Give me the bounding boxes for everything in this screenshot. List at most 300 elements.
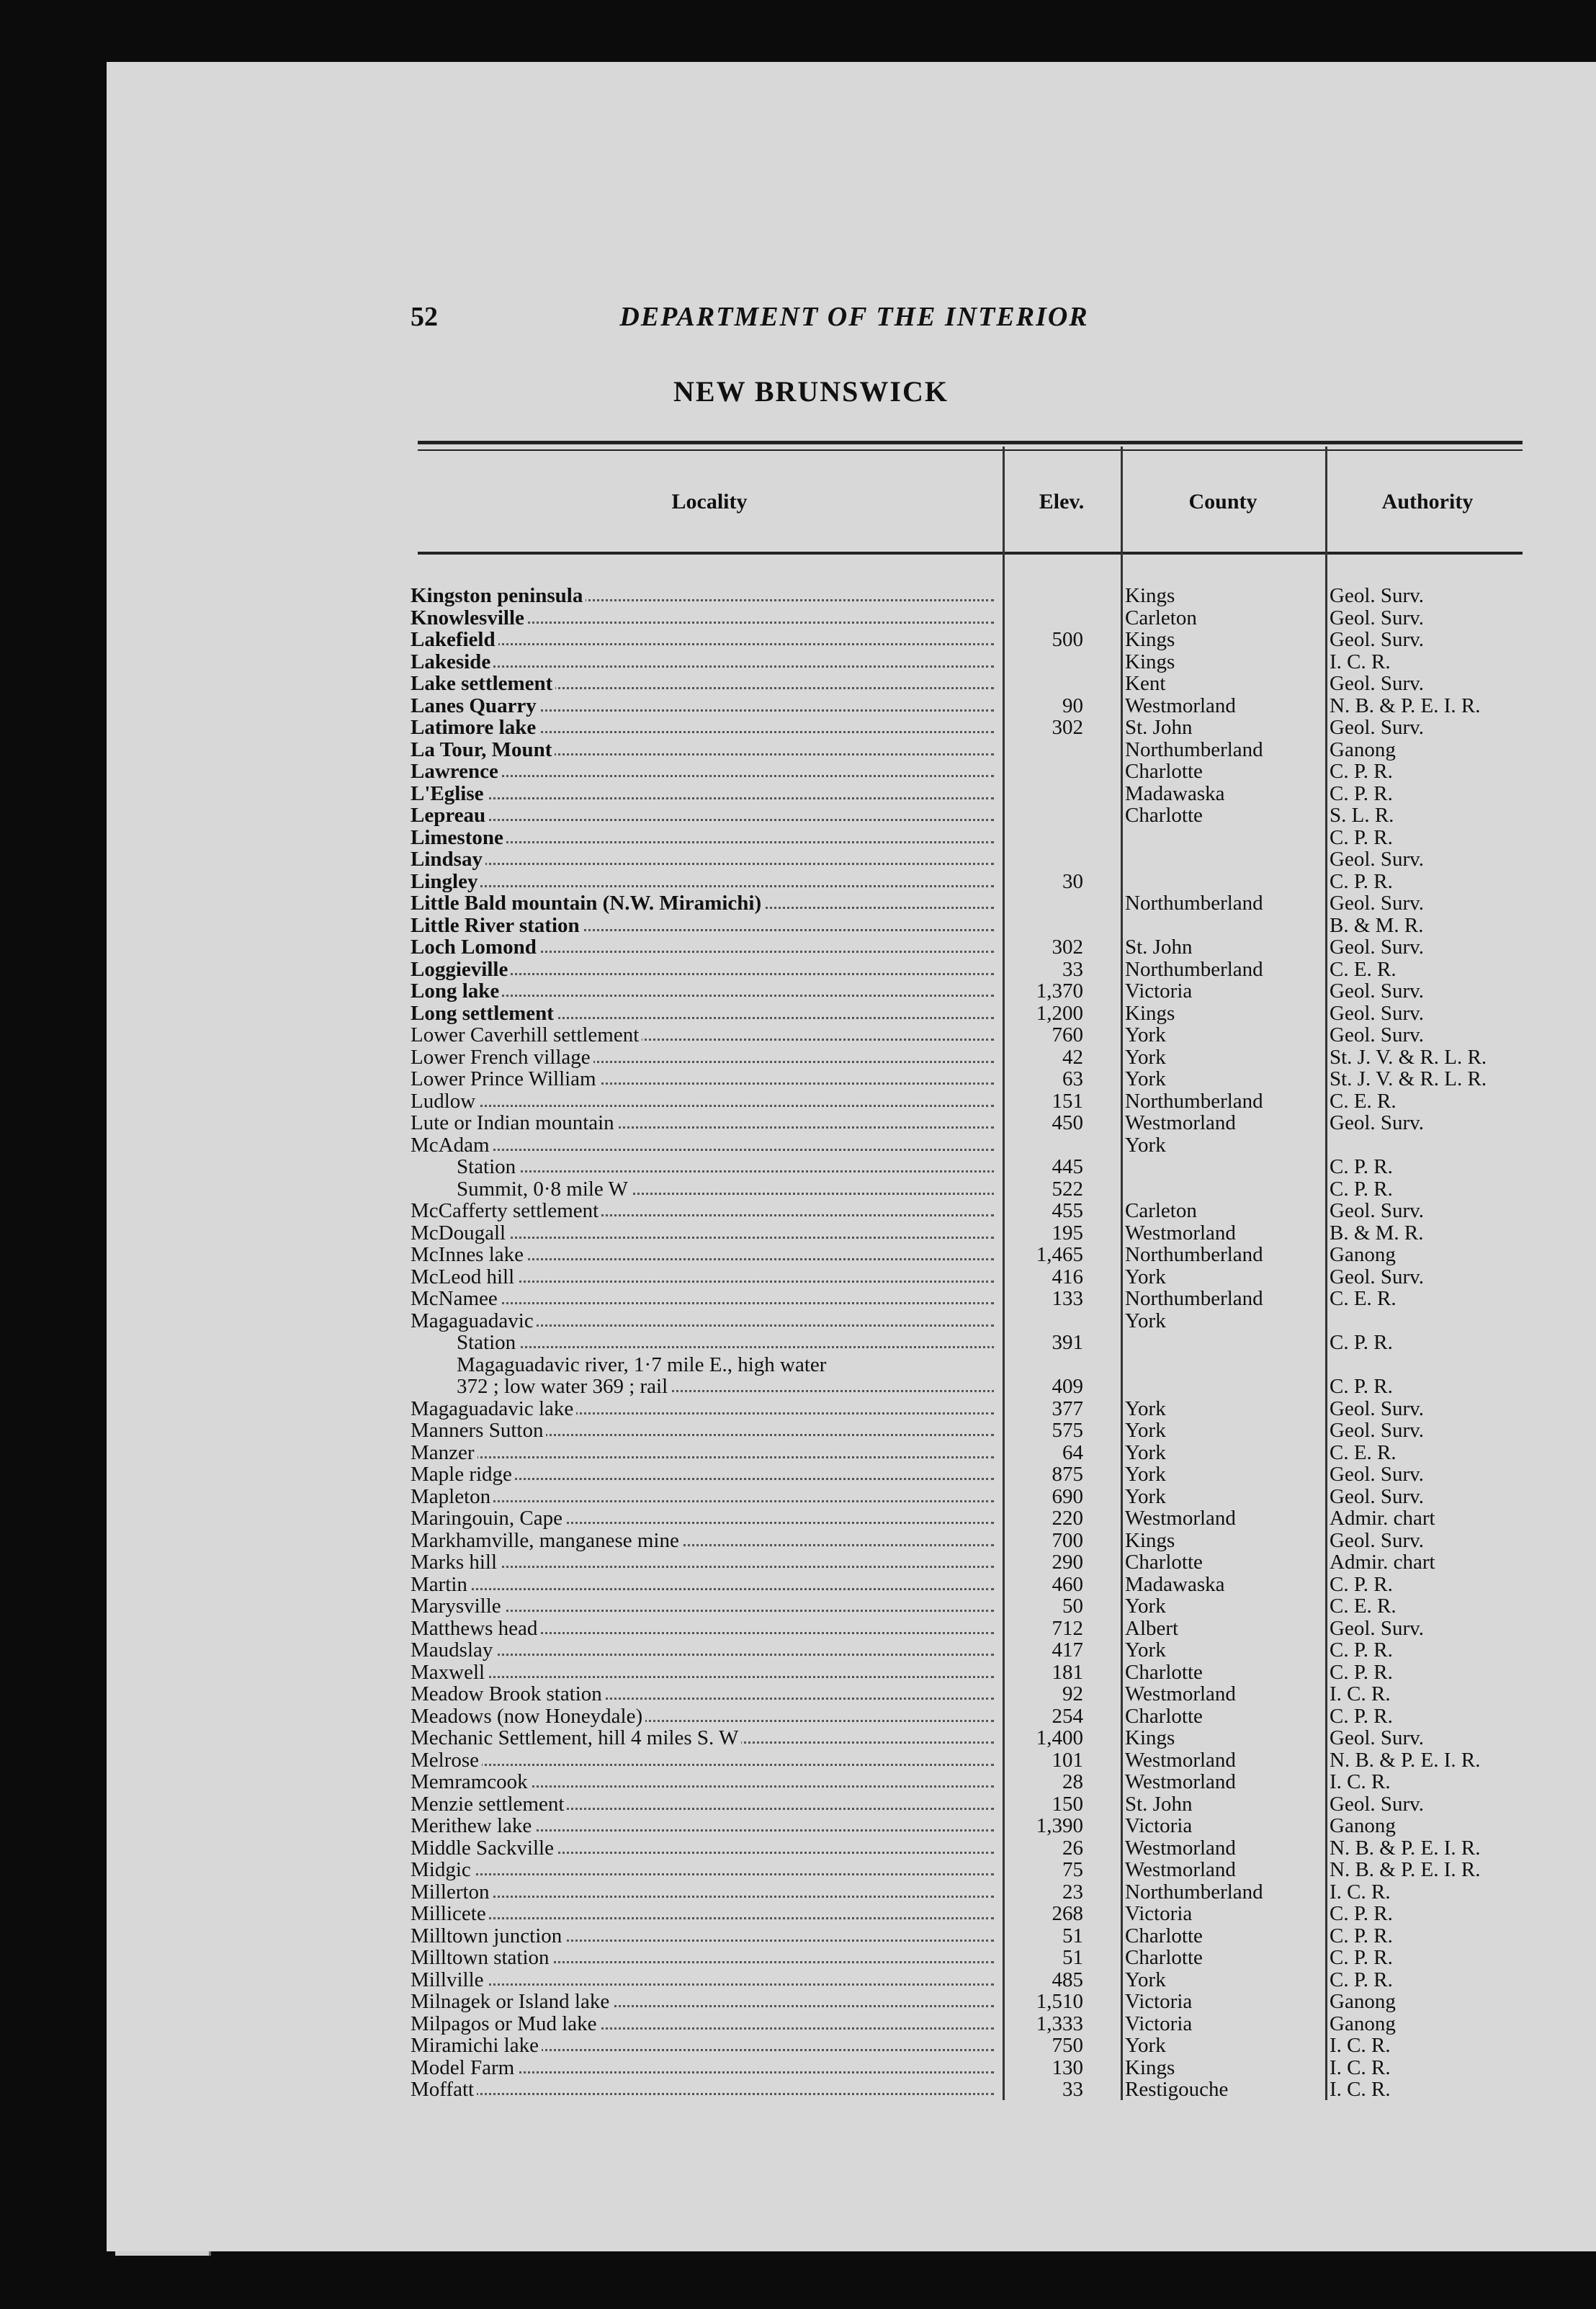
column-header-county: County: [1188, 490, 1257, 514]
authority-cell: Geol. Surv.: [1330, 1265, 1425, 1288]
locality-cell: [411, 783, 994, 804]
table-row: [411, 1881, 1534, 1903]
locality-text: Lakefield: [411, 629, 498, 650]
table-row: [411, 1662, 1534, 1683]
county-cell: York: [1125, 1045, 1166, 1069]
leader-dots: [411, 1456, 994, 1458]
locality-cell: [411, 871, 994, 892]
leader-dots: [411, 1500, 994, 1502]
authority-cell: Geol. Surv.: [1330, 1616, 1425, 1640]
leader-dots: [411, 819, 994, 821]
locality-cell: [411, 1507, 994, 1529]
authority-cell: Geol. Surv.: [1330, 1419, 1425, 1442]
authority-cell: Ganong: [1330, 1814, 1396, 1837]
locality-text: Summit, 0·8 mile W: [457, 1178, 631, 1200]
elevation-cell: 690: [1052, 1484, 1083, 1508]
county-cell: Westmorland: [1125, 1682, 1236, 1705]
locality-text: Midgic: [411, 1859, 474, 1880]
locality-cell: [411, 607, 994, 629]
locality-text: Milltown junction: [411, 1925, 565, 1947]
table-row: [411, 1090, 1534, 1112]
locality-cell: [411, 1947, 994, 1968]
table-row: [411, 1222, 1534, 1244]
table-row: [411, 1859, 1534, 1880]
locality-cell: [411, 1244, 994, 1265]
county-cell: Charlotte: [1125, 1924, 1203, 1947]
elevation-cell: 712: [1052, 1616, 1083, 1640]
table-row: [411, 1134, 1534, 1156]
authority-cell: Geol. Surv.: [1330, 628, 1425, 651]
authority-cell: Geol. Surv.: [1330, 979, 1425, 1003]
county-cell: Charlotte: [1125, 1704, 1203, 1728]
column-header-locality: Locality: [671, 490, 748, 514]
locality-cell: [457, 1332, 994, 1353]
authority-cell: St. J. V. & R. L. R.: [1330, 1067, 1487, 1090]
elevation-cell: 460: [1052, 1572, 1083, 1596]
locality-text: Maple ridge: [411, 1463, 515, 1485]
locality-cell: [411, 1463, 994, 1485]
locality-cell: [411, 1749, 994, 1771]
elevation-cell: 92: [1062, 1682, 1083, 1705]
locality-cell: [411, 629, 994, 650]
county-cell: Victoria: [1125, 1814, 1193, 1837]
locality-cell: [411, 1837, 994, 1859]
locality-text: Latimore lake: [411, 717, 539, 738]
locality-text: Lindsay: [411, 848, 485, 870]
locality-text: Middle Sackville: [411, 1837, 557, 1859]
authority-cell: C. P. R.: [1330, 1155, 1393, 1178]
elevation-cell: 42: [1062, 1045, 1083, 1069]
elevation-cell: 409: [1052, 1375, 1083, 1398]
authority-cell: C. P. R.: [1330, 1704, 1393, 1728]
table-row: [411, 1376, 1534, 1397]
table-row: [411, 761, 1534, 782]
county-cell: Westmorland: [1125, 1221, 1236, 1245]
locality-text: Meadow Brook station: [411, 1683, 605, 1705]
authority-cell: Geol. Surv.: [1330, 892, 1425, 915]
county-cell: Westmorland: [1125, 1836, 1236, 1860]
county-cell: Restigouche: [1125, 2078, 1229, 2101]
locality-text: Lepreau: [411, 804, 488, 826]
table-row: [411, 1068, 1534, 1090]
locality-cell: [411, 1662, 994, 1683]
locality-text: McCafferty settlement: [411, 1200, 601, 1221]
authority-cell: B. & M. R.: [1330, 913, 1424, 937]
county-cell: Carleton: [1125, 1199, 1197, 1222]
locality-text: Manners Sutton: [411, 1420, 546, 1441]
authority-cell: Geol. Surv.: [1330, 1463, 1425, 1486]
locality-cell: [457, 1354, 994, 1376]
locality-text: Menzie settlement: [411, 1793, 567, 1815]
elevation-cell: 33: [1062, 957, 1083, 981]
authority-cell: C. P. R.: [1330, 1968, 1393, 1991]
county-cell: Kings: [1125, 650, 1175, 673]
locality-text: Lower Prince William: [411, 1068, 599, 1090]
locality-text: McAdam: [411, 1134, 493, 1156]
leader-dots: [411, 1149, 994, 1151]
elevation-cell: 522: [1052, 1177, 1083, 1201]
locality-cell: [411, 2057, 994, 2079]
elevation-cell: 90: [1062, 694, 1083, 717]
elevation-cell: 1,390: [1036, 1814, 1083, 1837]
elevation-cell: 485: [1052, 1968, 1083, 1991]
elevation-cell: 133: [1052, 1287, 1083, 1310]
leader-dots: [411, 1917, 994, 1919]
elevation-cell: 500: [1052, 628, 1083, 651]
locality-cell: [411, 827, 994, 848]
table-row: [411, 1046, 1534, 1068]
authority-cell: S. L. R.: [1330, 804, 1394, 827]
table-row: [411, 607, 1534, 629]
locality-text: Merithew lake: [411, 1815, 534, 1837]
county-cell: Westmorland: [1125, 1507, 1236, 1530]
county-cell: St. John: [1125, 716, 1193, 739]
elevation-cell: 75: [1062, 1858, 1083, 1881]
table-row: [411, 1771, 1534, 1793]
leader-dots: [411, 797, 994, 799]
elevation-cell: 455: [1052, 1199, 1083, 1222]
leader-dots: [411, 1896, 994, 1898]
table-row: [411, 1442, 1534, 1463]
county-cell: St. John: [1125, 1792, 1193, 1816]
county-cell: York: [1125, 1133, 1166, 1157]
county-cell: York: [1125, 1265, 1166, 1288]
table-row: [411, 1969, 1534, 1991]
locality-text: Kingston peninsula: [411, 585, 586, 606]
page-number: 52: [411, 302, 438, 332]
locality-cell: [411, 1530, 994, 1551]
locality-text: Milnagek or Island lake: [411, 1991, 612, 2012]
authority-cell: C. E. R.: [1330, 1440, 1396, 1464]
elevation-cell: 30: [1062, 869, 1083, 893]
county-cell: York: [1125, 1396, 1166, 1420]
locality-cell: [411, 1310, 994, 1332]
authority-cell: Geol. Surv.: [1330, 848, 1425, 871]
locality-text: Long lake: [411, 980, 502, 1002]
locality-text: Station: [457, 1332, 519, 1353]
locality-text: Miramichi lake: [411, 2035, 542, 2056]
county-cell: Westmorland: [1125, 1770, 1236, 1793]
table-row: [411, 1793, 1534, 1815]
table-row: [411, 1200, 1534, 1221]
table-row: [411, 1574, 1534, 1595]
elevation-cell: 302: [1052, 716, 1083, 739]
authority-cell: Ganong: [1330, 1243, 1396, 1266]
table-row: [411, 848, 1534, 870]
authority-cell: C. E. R.: [1330, 957, 1396, 981]
elevation-cell: 33: [1062, 2078, 1083, 2101]
locality-text: Lute or Indian mountain: [411, 1112, 617, 1134]
leader-dots: [411, 1983, 994, 1986]
locality-cell: [411, 2035, 994, 2056]
locality-text: Manzer: [411, 1442, 478, 1463]
county-cell: Charlotte: [1125, 1660, 1203, 1684]
locality-text: 372 ; low water 369 ; rail: [457, 1376, 671, 1397]
table-row: [411, 1288, 1534, 1309]
authority-cell: Geol. Surv.: [1330, 1792, 1425, 1816]
elevation-cell: 1,333: [1036, 2012, 1083, 2035]
authority-cell: Geol. Surv.: [1330, 1023, 1425, 1046]
table-row: [411, 871, 1534, 892]
table-row: [411, 739, 1534, 761]
authority-cell: C. P. R.: [1330, 760, 1393, 783]
locality-text: Martin: [411, 1574, 470, 1595]
locality-cell: [411, 1068, 994, 1090]
county-cell: York: [1125, 1968, 1166, 1991]
locality-cell: [411, 1574, 994, 1595]
locality-cell: [411, 980, 994, 1002]
locality-cell: [411, 1969, 994, 1991]
locality-text: Lakeside: [411, 651, 493, 673]
county-cell: Kings: [1125, 584, 1175, 607]
locality-text: Matthews head: [411, 1618, 540, 1639]
county-cell: Charlotte: [1125, 1946, 1203, 1969]
table-row: [411, 783, 1534, 804]
elevation-cell: 1,465: [1036, 1243, 1083, 1266]
locality-cell: [411, 1486, 994, 1507]
county-cell: Madawaska: [1125, 781, 1225, 805]
locality-cell: [411, 959, 994, 980]
locality-text: Maxwell: [411, 1662, 488, 1683]
table-row: [411, 804, 1534, 826]
elevation-cell: 51: [1062, 1946, 1083, 1969]
locality-text: Memramcook: [411, 1771, 531, 1793]
elevation-cell: 181: [1052, 1660, 1083, 1684]
locality-text: Moffatt: [411, 2079, 477, 2100]
locality-cell: [411, 1200, 994, 1221]
locality-text: Lawrence: [411, 761, 501, 782]
table-row: [411, 892, 1534, 914]
locality-cell: [457, 1376, 994, 1397]
authority-cell: C. P. R.: [1330, 1924, 1393, 1947]
locality-cell: [411, 761, 994, 782]
table-row: [411, 585, 1534, 606]
county-cell: Kings: [1125, 1726, 1175, 1749]
locality-text: Knowlesville: [411, 607, 527, 629]
header-rule: [418, 552, 1523, 555]
elevation-cell: 391: [1052, 1331, 1083, 1354]
locality-cell: [411, 2013, 994, 2035]
table-row: [411, 1903, 1534, 1924]
county-cell: Westmorland: [1125, 694, 1236, 717]
authority-cell: C. P. R.: [1330, 1638, 1393, 1662]
locality-cell: [411, 1442, 994, 1463]
elevation-cell: 290: [1052, 1551, 1083, 1574]
locality-cell: [411, 717, 994, 738]
table-row: [411, 1003, 1534, 1024]
authority-cell: I. C. R.: [1330, 1880, 1391, 1904]
locality-text: McInnes lake: [411, 1244, 526, 1265]
locality-cell: [411, 1859, 994, 1880]
locality-text: McDougall: [411, 1222, 508, 1244]
authority-cell: Ganong: [1330, 1990, 1396, 2013]
leader-dots: [411, 2093, 994, 2095]
locality-cell: [411, 1551, 994, 1573]
authority-cell: I. C. R.: [1330, 1770, 1391, 1793]
department-title: DEPARTMENT OF THE INTERIOR: [619, 302, 1089, 332]
locality-cell: [411, 1595, 994, 1617]
locality-text: Millerton: [411, 1881, 493, 1903]
county-cell: Westmorland: [1125, 1748, 1236, 1772]
authority-cell: C. E. R.: [1330, 1089, 1396, 1113]
authority-cell: Geol. Surv.: [1330, 716, 1425, 739]
county-cell: Madawaska: [1125, 1572, 1225, 1596]
locality-cell: [411, 1046, 994, 1068]
elevation-cell: 23: [1062, 1880, 1083, 1904]
authority-cell: I. C. R.: [1330, 1682, 1391, 1705]
elevation-cell: 450: [1052, 1111, 1083, 1134]
authority-cell: St. J. V. & R. L. R.: [1330, 1045, 1487, 1069]
table-row: [411, 629, 1534, 650]
county-cell: Kings: [1125, 1001, 1175, 1025]
locality-text: Magaguadavic river, 1·7 mile E., high water: [457, 1354, 829, 1376]
authority-cell: N. B. & P. E. I. R.: [1330, 1858, 1481, 1881]
locality-text: Model Farm: [411, 2057, 517, 2079]
county-cell: York: [1125, 1638, 1166, 1662]
locality-text: Meadows (now Honeydale): [411, 1705, 645, 1727]
authority-cell: C. P. R.: [1330, 1572, 1393, 1596]
locality-text: Mapleton: [411, 1486, 493, 1507]
locality-text: Milpagos or Mud lake: [411, 2013, 600, 2035]
table-row: [411, 695, 1534, 717]
table-row: [411, 1749, 1534, 1771]
table-row: [411, 2057, 1534, 2079]
elevation-cell: 1,400: [1036, 1726, 1083, 1749]
authority-cell: Admir. chart: [1330, 1551, 1435, 1574]
locality-text: La Tour, Mount: [411, 739, 555, 761]
locality-text: Station: [457, 1156, 519, 1178]
table-row: [411, 1618, 1534, 1639]
locality-text: McNamee: [411, 1288, 501, 1309]
locality-text: Magaguadavic: [411, 1310, 537, 1332]
county-cell: Kings: [1125, 2055, 1175, 2079]
locality-cell: [411, 1398, 994, 1420]
county-cell: Westmorland: [1125, 1858, 1236, 1881]
elevation-cell: 575: [1052, 1419, 1083, 1442]
leader-dots: [411, 863, 994, 865]
county-cell: Kings: [1125, 1528, 1175, 1552]
locality-text: Marysville: [411, 1595, 504, 1617]
authority-cell: C. P. R.: [1330, 1660, 1393, 1684]
locality-text: Maringouin, Cape: [411, 1507, 565, 1529]
table-row: [411, 1024, 1534, 1046]
table-row: [411, 915, 1534, 936]
county-cell: Northumberland: [1125, 957, 1263, 981]
locality-cell: [411, 936, 994, 958]
table-row: [411, 1925, 1534, 1947]
table-row: [411, 1991, 1534, 2012]
county-cell: Northumberland: [1125, 1089, 1263, 1113]
authority-cell: Geol. Surv.: [1330, 672, 1425, 695]
county-cell: Kings: [1125, 628, 1175, 651]
locality-cell: [411, 1815, 994, 1837]
table-row: [411, 1947, 1534, 1968]
authority-cell: I. C. R.: [1330, 2034, 1391, 2057]
authority-cell: N. B. & P. E. I. R.: [1330, 694, 1481, 717]
authority-cell: C. P. R.: [1330, 781, 1393, 805]
locality-text: Ludlow: [411, 1090, 478, 1112]
locality-text: Milltown station: [411, 1947, 552, 1968]
table-row: [411, 1310, 1534, 1332]
locality-text: Lake settlement: [411, 673, 555, 694]
table-row: [411, 1332, 1534, 1353]
county-cell: Victoria: [1125, 1990, 1193, 2013]
table-row: [411, 936, 1534, 958]
locality-cell: [411, 1793, 994, 1815]
county-cell: York: [1125, 1595, 1166, 1618]
elevation-cell: 700: [1052, 1528, 1083, 1552]
county-cell: York: [1125, 1440, 1166, 1464]
authority-cell: I. C. R.: [1330, 2055, 1391, 2079]
table-row: [411, 1705, 1534, 1727]
locality-cell: [411, 651, 994, 673]
locality-cell: [411, 1705, 994, 1727]
locality-cell: [411, 1991, 994, 2012]
locality-text: Long settlement: [411, 1003, 557, 1024]
locality-cell: [411, 1727, 994, 1749]
locality-cell: [411, 804, 994, 826]
leader-dots: [411, 1676, 994, 1678]
county-cell: York: [1125, 2034, 1166, 2057]
elevation-cell: 377: [1052, 1396, 1083, 1420]
locality-text: Markhamville, manganese mine: [411, 1530, 682, 1551]
locality-text: Lower French village: [411, 1046, 593, 1068]
authority-cell: Geol. Surv.: [1330, 1199, 1425, 1222]
locality-cell: [411, 1024, 994, 1046]
table-row: [411, 1727, 1534, 1749]
elevation-cell: 417: [1052, 1638, 1083, 1662]
table-row: [411, 1530, 1534, 1551]
authority-cell: Geol. Surv.: [1330, 1484, 1425, 1508]
locality-cell: [411, 1266, 994, 1288]
locality-cell: [411, 739, 994, 761]
table-row: [411, 1683, 1534, 1705]
elevation-cell: 50: [1062, 1595, 1083, 1618]
county-cell: York: [1125, 1023, 1166, 1046]
elevation-cell: 254: [1052, 1704, 1083, 1728]
county-cell: York: [1125, 1484, 1166, 1508]
table-row: [411, 1156, 1534, 1178]
table-row: [411, 2035, 1534, 2056]
locality-cell: [411, 1288, 994, 1309]
locality-text: Limestone: [411, 827, 506, 848]
authority-cell: C. P. R.: [1330, 869, 1393, 893]
table-row: [411, 1837, 1534, 1859]
elevation-cell: 220: [1052, 1507, 1083, 1530]
authority-cell: C. E. R.: [1330, 1595, 1396, 1618]
locality-cell: [411, 1618, 994, 1639]
locality-text: Lanes Quarry: [411, 695, 539, 717]
authority-cell: Geol. Surv.: [1330, 1396, 1425, 1420]
locality-text: Little River station: [411, 915, 583, 936]
locality-cell: [411, 1090, 994, 1112]
locality-cell: [411, 915, 994, 936]
locality-cell: [411, 1222, 994, 1244]
leader-dots: [411, 1873, 994, 1875]
section-title: NEW BRUNSWICK: [673, 375, 949, 408]
county-cell: York: [1125, 1309, 1166, 1332]
authority-cell: Geol. Surv.: [1330, 1726, 1425, 1749]
authority-cell: Admir. chart: [1330, 1507, 1435, 1530]
table-row: [411, 1595, 1534, 1617]
table-row: [411, 1266, 1534, 1288]
locality-text: McLeod hill: [411, 1266, 517, 1288]
authority-cell: Geol. Surv.: [1330, 1528, 1425, 1552]
table-row: [411, 1398, 1534, 1420]
table-row: [411, 1244, 1534, 1265]
county-cell: Albert: [1125, 1616, 1179, 1640]
table-row: [411, 1486, 1534, 1507]
